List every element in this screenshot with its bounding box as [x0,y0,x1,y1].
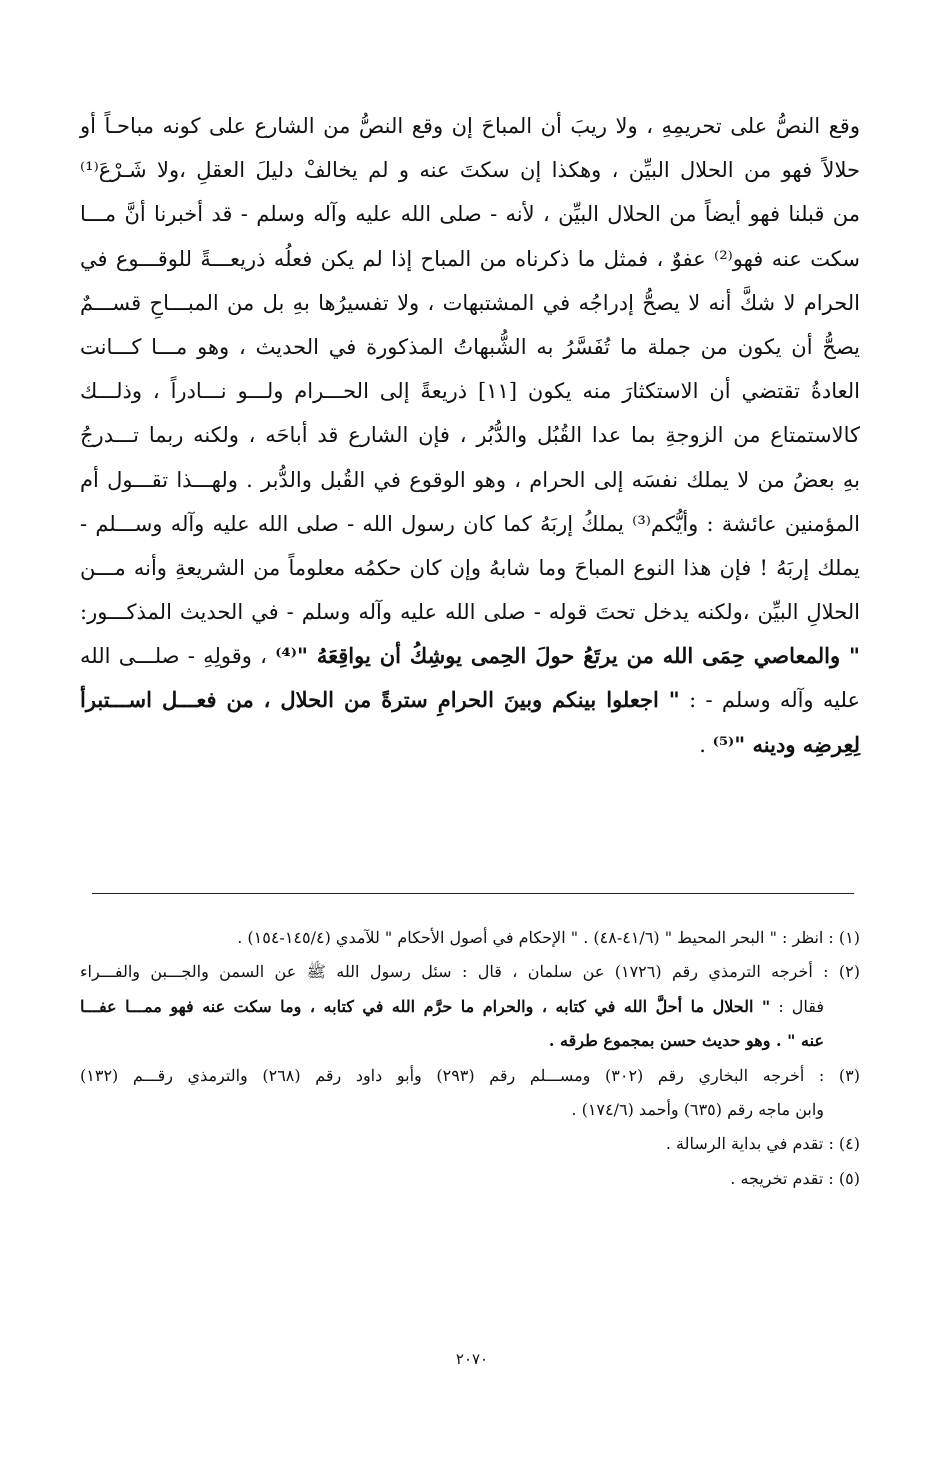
text-line: يصحُّ أن يكون من جملة ما تُفَسَّرُ به الشُّبهاتُ المذكورة في الحديث ، وهو مـــا كـــانت [80,334,860,359]
text-line-hadith-2 [80,678,860,722]
hadith-quote: " اجعلوا بينكم وبينَ الحرامِ سترةً من الحلال ، من فعـــل اســـتبرأ [80,687,680,713]
text-line: سكت عنه فهو⁽²⁾ عفوٌ ، فمثل ما ذكرناه من المباح إذا لم يكن فعلُه ذريعـــةً للوقـــوع في [80,246,861,271]
text-fragment: . [699,732,713,757]
hadith-quote: " الحلال ما أحلَّ الله في كتابه ، والحرام ما حرَّم الله في كتابه ، وما سكت عنه فهو ممـــا عفـــا [80,996,771,1016]
hadith-quote: " والمعاصي حِمَى الله من يرتَعُ حولَ الحِمى يوشِكُ أن يواقِعَهُ "⁽⁴⁾ [275,643,860,669]
footnote-2: (٢) : أخرجه الترمذي رقم (١٧٢٦) عن سلمان ، قال : سئل رسول الله ﷺ عن السمن والجـــبن والفـــراء [80,962,860,982]
footnote-1: (١) : انظر : " البحر المحيط " (٤١/٦-٤٨) . " الإحكام في أصول الأحكام " للآمدي (١٤٥/٤-١٥٤) . [237,928,860,947]
footnote-2-continued [80,990,860,1024]
footnote-divider [92,893,854,894]
main-text [80,104,860,767]
text-line: بهِ بعضُ من لا يملك نفسَه إلى الحرام ، وهو الوقوع في القُبل والدُّبر . ولهـــذا تقـــول أم [80,467,860,492]
text-line: المؤمنين عائشة : وأيُّكم⁽³⁾ يملكُ إربَهُ كما كان رسول الله - صلى الله عليه وآله وســـلم - [80,511,860,536]
footnote-2-end [80,1024,860,1058]
text-line: من قبلنا فهو أيضاً من الحلال البيِّن ، لأنه - صلى الله عليه وآله وسلم - قد أخبرنا أنَّ مـــا [80,202,860,227]
hadith-quote: عنه " . وهو حديث حسن بمجموع طرقه . [548,1031,824,1051]
text-line: يملك إربَهُ ! فإن هذا النوع المباحَ وما شابهُ وإن كان حكمُه معلوماً من الشريعةِ وأنه مـــن [80,555,860,580]
footnote-3-continued: وابن ماجه رقم (٦٣٥) وأحمد (١٧٤/٦) . [571,1099,824,1119]
text-fragment: عليه وآله وسلم - : [679,688,860,713]
text-fragment: فقال : [770,996,824,1016]
text-line-hadith-1 [80,634,860,678]
hadith-quote: لِعِرضِه ودينه "⁽⁵⁾ [712,731,860,757]
text-line-hadith-3 [80,723,860,767]
footnote-4: (٤) : تقدم في بداية الرسالة . [665,1134,860,1154]
text-line: الحلالِ البيِّن ،ولكنه يدخل تحتَ قوله - صلى الله عليه وآله وسلم - في الحديث المذكـــور: [80,600,860,625]
text-line: الحرام لا شكَّ أنه لا يصحُّ إدراجُه في المشتبهات ، ولا تفسيرُها بهِ بل من المبـــاحِ قســـمٌ [80,290,860,315]
text-fragment: ، وقولِهِ - صلـــى الله [80,644,276,669]
text-line: كالاستمتاع من الزوجةِ بما عدا القُبُل والدُّبُر ، فإن الشارع قد أباحَه ، ولكنه ربما تـــدرجُ [80,423,860,448]
text-line: العادةُ تقتضي أن الاستكثارَ منه يكون [١١] ذريعةً إلى الحـــرام ولـــو نـــادراً ، وذلـــك [80,379,860,404]
footnote-5: (٥) : تقدم تخريجه . [730,1168,860,1188]
footnotes [80,921,860,1196]
footnote-3: (٣) : أخرجه البخاري رقم (٣٠٢) ومســـلم رقم (٢٩٣) وأبو داود رقم (٢٦٨) والترمذي رقـــم (١٣٢) [80,1065,861,1085]
text-line: حلالاً فهو من الحلال البيِّن ، وهكذا إن سكتَ عنه و لم يخالفْ دليلَ العقلِ ،ولا شَـرْعَ⁽¹⁾ [80,158,860,183]
text-line: وقع النصُّ على تحريمِهِ ، ولا ريبَ أن المباحَ إن وقع النصُّ من الشارع على كونه مباحـاً أو [80,114,860,138]
page-number: ٢٠٧٠ [455,1350,489,1368]
